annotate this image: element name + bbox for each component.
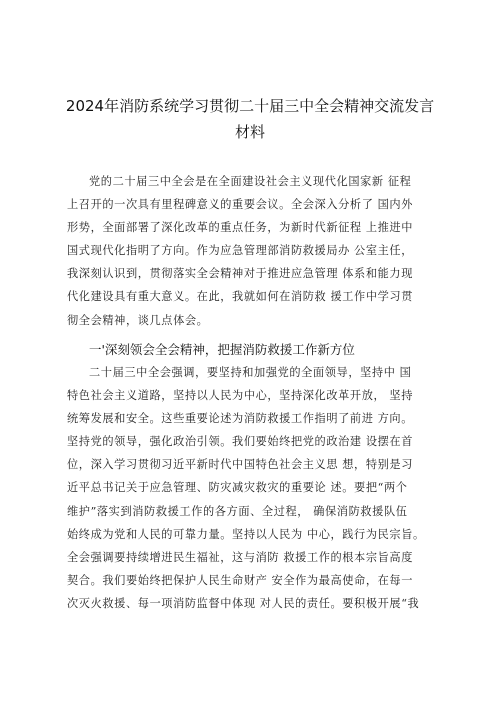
paragraph-line: 近平总书记关于应急管理、防灾减灾救灾的重要论 述。要把“两个 — [67, 481, 408, 495]
document-title-line-2: 材料 — [234, 123, 265, 141]
paragraph-line: 我深刻认识到，贯彻落实全会精神对于推进应急管理 体系和能力现 — [67, 267, 413, 281]
paragraph-line: 党的二十届三中全会是在全面建设社会主义现代化国家新 征程 — [89, 175, 412, 188]
paragraph-line: 代化建设具有重大意义。在此，我就如何在消防救 援工作中学习贯 — [67, 290, 413, 304]
paragraph-line: 国式现代化指明了方向。作为应急管理部消防救援局办 公室主任， — [67, 244, 413, 258]
paragraph-line: 二十届三中全会强调，要坚持和加强党的全面领导，坚持中 国 — [89, 366, 412, 379]
paragraph-line: 次灭火救援、每一项消防监督中体现 对人民的责任。要积极开展“我 — [67, 596, 420, 610]
paragraph-line: 维护”落实到消防救援工作的各方面、全过程， 确保消防救援队伍 — [67, 504, 408, 518]
paragraph-line: 特色社会主义道路，坚持以人民为中心，坚持深化改革开放， 坚持 — [67, 389, 413, 403]
paragraph-line: 坚持党的领导，强化政治引领。我们要始终把党的政治建 设摆在首 — [67, 435, 413, 449]
section-heading-1: 一'深刻领会全会精神，把握消防救援工作新方位 — [89, 342, 355, 357]
paragraph-line: 形势，全面部署了深化改革的重点任务，为新时代新征程 上推进中 — [67, 221, 413, 235]
paragraph-line: 始终成为党和人民的可靠力量。坚持以人民为 中心，践行为民宗旨。 — [67, 527, 425, 541]
paragraph-line: 位，深入学习贯彻习近平新时代中国特色社会主义思 想，特别是习 — [67, 458, 413, 472]
section-1-paragraph — [67, 361, 437, 615]
intro-paragraph — [67, 170, 437, 332]
paragraph-line: 彻全会精神，谈几点体会。 — [67, 313, 209, 327]
paragraph-line: 契合。我们要始终把保护人民生命财产 安全作为最高使命，在每一 — [67, 573, 413, 587]
paragraph-line: 全会强调要持续增进民生福祉，这与消防 救援工作的根本宗旨高度 — [67, 550, 413, 564]
paragraph-line: 上召开的一次具有里程碑意义的重要会议。全会深入分析了 国内外 — [67, 198, 413, 212]
paragraph-line: 统筹发展和安全。这些重要论述为消防救援工作指明了前进 方向。 — [67, 412, 413, 426]
document-title-line-1: 2024年消防系统学习贯彻二十届三中全会精神交流发言 — [65, 97, 435, 115]
